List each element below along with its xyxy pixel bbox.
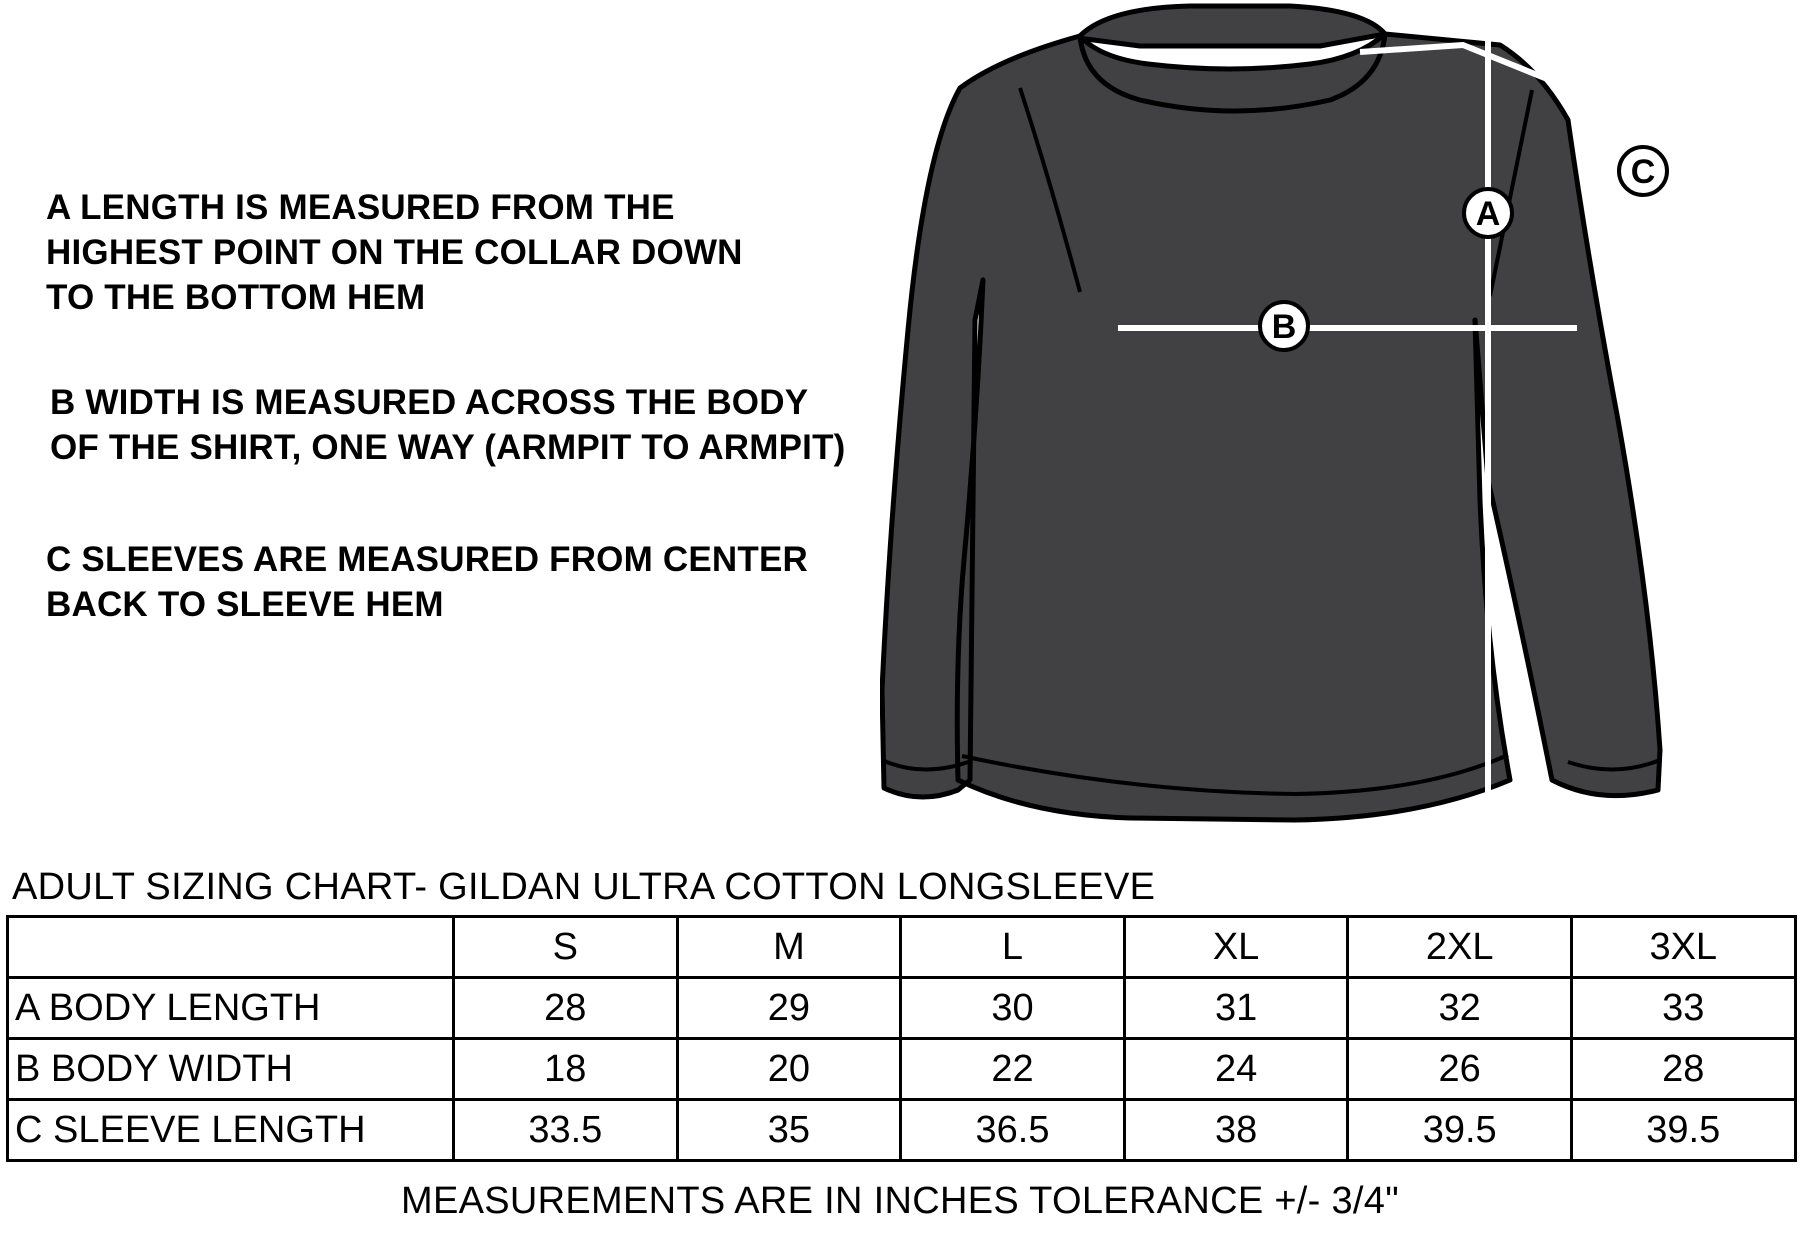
label-b-marker <box>1260 302 1308 350</box>
table-cell: 33 <box>1571 978 1795 1039</box>
shirt-body <box>882 34 1660 820</box>
label-c-marker <box>1619 147 1667 195</box>
measurement-footnote: MEASUREMENTS ARE IN INCHES TOLERANCE +/- 3/4" <box>401 1180 1399 1222</box>
instruction-sleeve: C SLEEVES ARE MEASURED FROM CENTER BACK TO SLEEVE HEM <box>46 540 808 624</box>
row-label: A BODY LENGTH <box>8 978 454 1039</box>
label-a-marker <box>1464 189 1512 237</box>
table-cell: 26 <box>1348 1039 1572 1100</box>
size-header: M <box>677 917 901 978</box>
table-cell: 28 <box>1571 1039 1795 1100</box>
table-cell: 38 <box>1124 1100 1348 1161</box>
row-label: B BODY WIDTH <box>8 1039 454 1100</box>
table-cell: 39.5 <box>1348 1100 1572 1161</box>
table-cell: 22 <box>901 1039 1125 1100</box>
table-cell: 33.5 <box>454 1100 678 1161</box>
sizing-chart-title: ADULT SIZING CHART- GILDAN ULTRA COTTON LONGSLEEVE <box>12 866 1156 908</box>
table-row <box>8 1100 1796 1161</box>
shirt-back-collar <box>1078 6 1385 46</box>
table-cell: 24 <box>1124 1039 1348 1100</box>
table-cell: 39.5 <box>1571 1100 1795 1161</box>
table-row <box>8 1039 1796 1100</box>
sizing-table <box>6 915 1797 1162</box>
table-cell: 30 <box>901 978 1125 1039</box>
table-corner-cell <box>8 917 454 978</box>
instruction-length: A LENGTH IS MEASURED FROM THE HIGHEST POINT ON THE COLLAR DOWN TO THE BOTTOM HEM <box>46 188 743 317</box>
longsleeve-shirt-diagram <box>880 0 1800 850</box>
table-cell: 29 <box>677 978 901 1039</box>
table-header-row <box>8 917 1796 978</box>
table-cell: 36.5 <box>901 1100 1125 1161</box>
table-cell: 28 <box>454 978 678 1039</box>
size-header: 3XL <box>1571 917 1795 978</box>
table-cell: 31 <box>1124 978 1348 1039</box>
size-header: S <box>454 917 678 978</box>
label-c: C <box>1630 153 1656 191</box>
instruction-width: B WIDTH IS MEASURED ACROSS THE BODY OF THE SHIRT, ONE WAY (ARMPIT TO ARMPIT) <box>50 383 846 467</box>
size-header: L <box>901 917 1125 978</box>
table-cell: 20 <box>677 1039 901 1100</box>
label-b: B <box>1271 308 1297 346</box>
table-cell: 35 <box>677 1100 901 1161</box>
size-header: XL <box>1124 917 1348 978</box>
label-a: A <box>1475 195 1501 233</box>
table-row <box>8 978 1796 1039</box>
table-cell: 18 <box>454 1039 678 1100</box>
row-label: C SLEEVE LENGTH <box>8 1100 454 1161</box>
size-header: 2XL <box>1348 917 1572 978</box>
table-cell: 32 <box>1348 978 1572 1039</box>
